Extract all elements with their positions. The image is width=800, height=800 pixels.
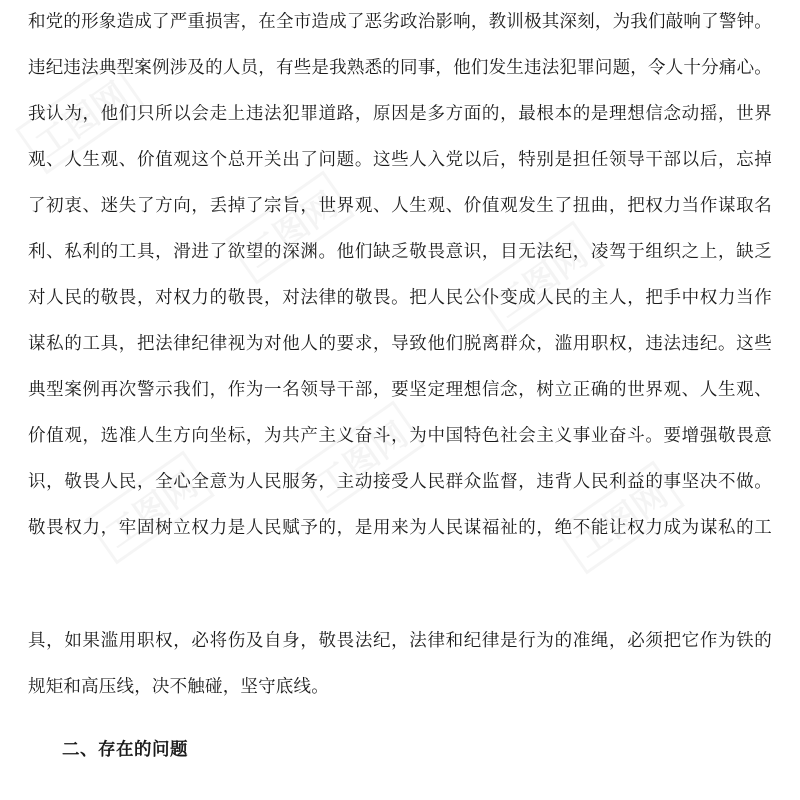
watermark-logo: [295, 401, 425, 515]
watermark-logo: [475, 221, 605, 335]
paragraph-line: 具，如果滥用职权，必将伤及自身，敬畏法纪，法律和纪律是行为的准绳，必须把它作为铁的: [28, 631, 772, 651]
paragraph-line: 敬畏权力，牢固树立权力是人民赋予的，是用来为人民谋福祉的，绝不能让权力成为谋私的工: [28, 518, 772, 538]
paragraph-line: 违纪违法典型案例涉及的人员，有些是我熟悉的同事，他们发生违法犯罪问题，令人十分痛心。: [28, 58, 772, 78]
paragraph-line: 利、私利的工具，滑进了欲望的深渊。他们缺乏敬畏意识，目无法纪，凌驾于组织之上，缺乏: [28, 242, 772, 262]
paragraph-line: 规矩和高压线，决不触碰，坚守底线。: [28, 677, 329, 697]
paragraph-line: 我认为，他们只所以会走上违法犯罪道路，原因是多方面的，最根本的是理想信念动摇，世界: [28, 104, 772, 124]
paragraph-line: 典型案例再次警示我们，作为一名领导干部，要坚定理想信念，树立正确的世界观、人生观、: [28, 380, 772, 400]
paragraph-line: 识，敬畏人民，全心全意为人民服务，主动接受人民群众监督，违背人民利益的事坚决不做。: [28, 472, 772, 492]
paragraph-line: 谋私的工具，把法律纪律视为对他人的要求，导致他们脱离群众，滥用职权，违法违纪。这些: [28, 334, 772, 354]
paragraph-line: 了初衷、迷失了方向，丢掉了宗旨，世界观、人生观、价值观发生了扭曲，把权力当作谋取名: [28, 196, 772, 216]
paragraph-line: 价值观，选准人生方向坐标，为共产主义奋斗，为中国特色社会主义事业奋斗。要增强敬畏意: [28, 426, 772, 446]
paragraph-line: 对人民的敬畏，对权力的敬畏，对法律的敬畏。把人民公仆变成人民的主人，把手中权力当作: [28, 288, 772, 308]
paragraph-line: 和党的形象造成了严重损害，在全市造成了恶劣政治影响，教训极其深刻，为我们敲响了警钟。: [28, 12, 772, 32]
watermark-logo: [85, 451, 215, 565]
section-heading: 二、存在的问题: [62, 740, 188, 760]
watermark-logo: [225, 171, 355, 285]
paragraph-line: 观、人生观、价值观这个总开关出了问题。这些人入党以后，特别是担任领导干部以后，忘掉: [28, 150, 772, 170]
